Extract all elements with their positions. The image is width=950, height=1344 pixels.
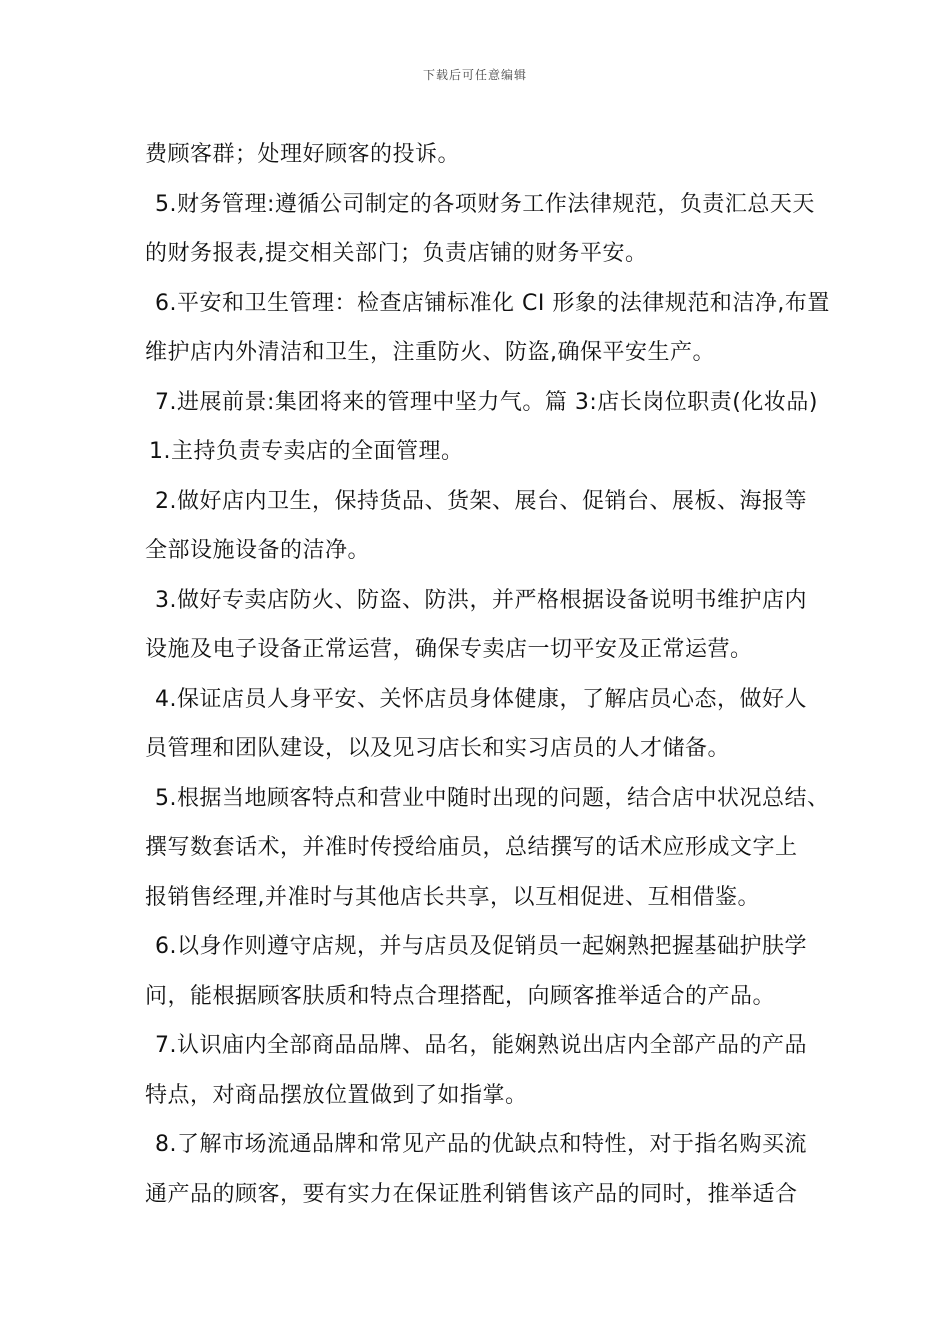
text-line: 3.做好专卖店防火、防盗、防洪，并严格根据设备说明书维护店内	[155, 587, 807, 613]
text-line: 2.做好店内卫生，保持货品、货架、展台、促销台、展板、海报等	[155, 488, 807, 514]
text-line: 设施及电子设备正常运营，确保专卖店一切平安及正常运营。	[145, 637, 753, 662]
text-line: 6.平安和卫生管理：检查店铺标准化 CI 形象的法律规范和洁净,布置	[155, 290, 830, 316]
text-line: 通产品的顾客，要有实力在保证胜利销售该产品的同时，推举适合	[145, 1181, 798, 1207]
text-line: 报销售经理,并准时与其他店长共享，以互相促进、互相借鉴。	[145, 884, 760, 910]
text-line: 特点，对商品摆放位置做到了如指掌。	[145, 1082, 528, 1108]
text-line: 8.了解市场流通品牌和常见产品的优缺点和特性，对于指名购买流	[155, 1132, 807, 1157]
text-line: 7.认识庙内全部商品品牌、品名，能娴熟说出店内全部产品的产品	[155, 1033, 807, 1058]
text-line: 的财务报表,提交相关部门；负责店铺的财务平安。	[145, 241, 648, 266]
text-line: 费顾客群；处理好顾客的投诉。	[145, 142, 461, 167]
text-line: 1.主持负责专卖店的全面管理。	[149, 439, 464, 464]
text-line: 4.保证店员人身平安、关怀店员身体健康，了解店员心态，做好人	[155, 686, 807, 712]
text-line: 维护店内外清洁和卫生，注重防火、防盗,确保平安生产。	[145, 340, 715, 365]
text-line: 员管理和团队建设，以及见习店长和实习店员的人才储备。	[145, 736, 731, 761]
text-line: 撰写数套话术，并准时传授给庙员，总结撰写的话术应形成文字上	[145, 835, 798, 860]
document-body	[145, 130, 830, 1219]
text-line: 7.进展前景:集团将来的管理中坚力气。篇 3:店长岗位职责(化妆品)	[155, 389, 818, 415]
text-line: 问，能根据顾客肤质和特点合理搭配，向顾客推举适合的产品。	[145, 983, 776, 1009]
text-line: 5.根据当地顾客特点和营业中随时出现的问题，结合店中状况总结、	[155, 785, 830, 811]
text-line: 6.以身作则遵守店规，并与店员及促销员一起娴熟把握基础护肤学	[155, 934, 807, 959]
text-line: 5.财务管理:遵循公司制定的各项财务工作法律规范，负责汇总天天	[155, 191, 815, 217]
header-note: 下载后可任意编辑	[422, 68, 527, 82]
text-line: 全部设施设备的洁净。	[145, 538, 371, 563]
